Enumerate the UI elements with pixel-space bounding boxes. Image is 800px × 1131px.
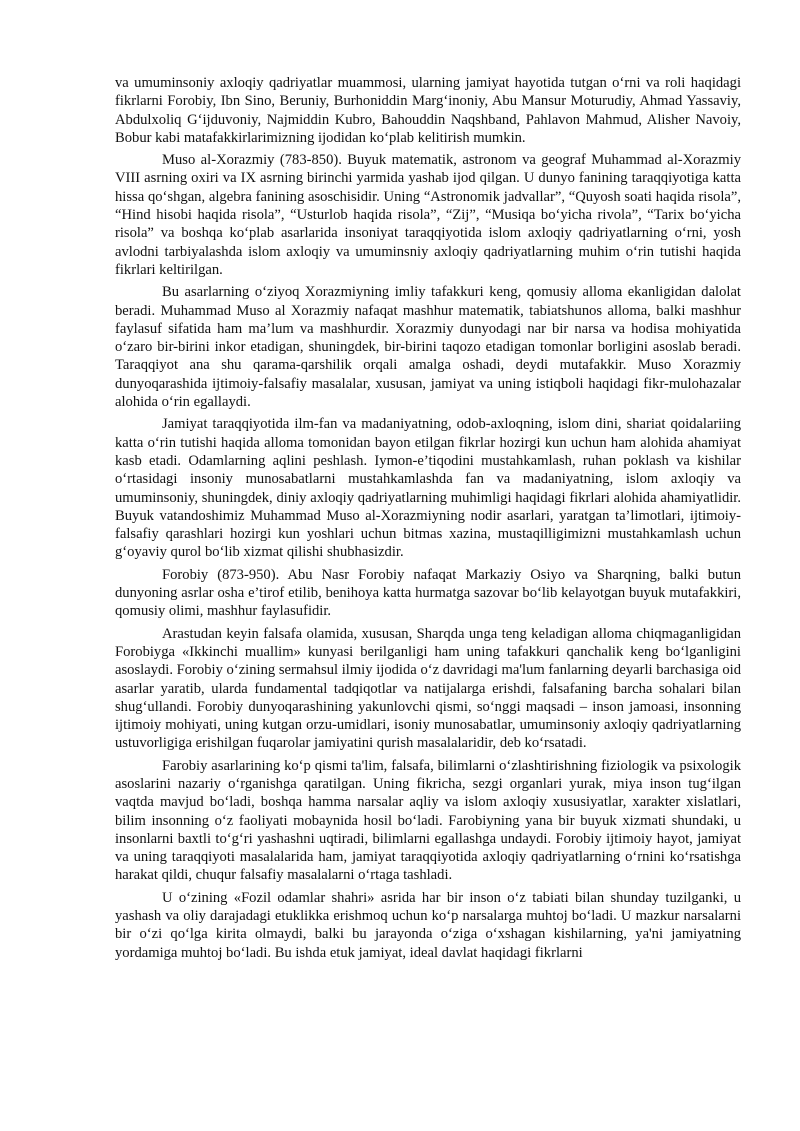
paragraph-7: Farobiy asarlarining ko‘p qismi ta'lim, falsafa, bilimlarni o‘zlashtirishning fiziologik va psixologik asoslarini nazariy o‘rganishga qaratilgan. Uning fikricha, sezgi organlari yurak, miya inson tug‘ilgan vaqtda mavjud bo‘ladi, boshqa hamma narsalar aqliy va islom axloqiy xususiyatlar, xarakter xislatlari, bilim insonning o‘z faoliyati mobaynida hosil bo‘ladi. Farobiyning yana bir buyuk xizmati shundaki, u insonlarni baxtli to‘g‘ri yashashni uqtiradi, bilimlarni egallashga undaydi. Forobiy ijtimoiy hayot, jamiyat va uning taraqqiyoti masalalarida ham, jamiyat taraqqiyotida axloqiy qadriyatlarning o‘rnini ko‘rsatishga harakat qildi, chuqur falsafiy masalalarni o‘rtaga tashladi.: [115, 757, 741, 884]
paragraph-6: Arastudan keyin falsafa olamida, xususan, Sharqda unga teng keladigan alloma chiqmaganligidan Forobiyga «Ikkinchi muallim» kunyasi berilganligi ham uning tafakkuri qanchalik keng bo‘lganligini asoslaydi. Forobiy o‘zining sermahsul ilmiy ijodida o‘z davridagi ma'lum fanlarning deyarli barchasiga oid asarlar yaratib, ularda fundamental tadqiqotlar va natijalarga erishdi, falsafaning barcha sohalari bilan shug‘ullandi. Forobiy dunyoqarashining yakunlovchi qismi, so‘nggi maqsadi – inson jamoasi, insonning ijtimoiy mohiyati, uning kutgan orzu-umidlari, isoniy munosabatlar, umuminsoniy axloqiy qadriyatlarning ustuvorligiga erishilgan fuqarolar jamiyatini qurish masalalaridir, deb ko‘rsatadi.: [115, 625, 741, 752]
paragraph-3: Bu asarlarning o‘ziyoq Xorazmiyning imliy tafakkuri keng, qomusiy alloma ekanligidan dalolat beradi. Muhammad Muso al Xorazmiy nafaqat mashhur matematik, tabiatshunos alloma, balki mashhur faylasuf sifatida ham ma’lum va mashhurdir. Xorazmiy dunyodagi nar bir narsa va hodisa mohiyatida o‘zaro bir-birini inkor etadigan, shuningdek, bir-birini taqozo etadigan tomonlar borligini asoslab beradi. Taraqqiyot ana shu qarama-qarshilik orqali amalga oshadi, deydi mutafakkir. Muso Xorazmiy dunyoqarashida ijtimoiy-falsafiy masalalar, xususan, jamiyat va uning istiqboli haqidagi fikr-mulohazalar alohida o‘rin egallaydi.: [115, 284, 741, 411]
paragraph-5: Forobiy (873-950). Abu Nasr Forobiy nafaqat Markaziy Osiyo va Sharqning, balki butun dunyoning asrlar osha e’tirof etilib, benihoya katta hurmatga sazovar bo‘lib kelayotgan buyuk mutafakkiri, qomusiy olimi, mashhur faylasufidir.: [115, 566, 741, 620]
paragraph-8: U o‘zining «Fozil odamlar shahri» asrida har bir inson o‘z tabiati bilan shunday tuzilganki, u yashash va oliy darajadagi etuklikka erishmoq uchun ko‘p narsalarga muhtoj bo‘ladi. U mazkur narsalarni bir o‘zi qo‘lga kirita olmaydi, balki bu jarayonda o‘ziga o‘xshagan kishilarning, ya'ni jamiyatning yordamiga muhtoj bo‘ladi. Bu ishda etuk jamiyat, ideal davlat haqidagi fikrlarni: [115, 889, 741, 961]
paragraph-4: Jamiyat taraqqiyotida ilm-fan va madaniyatning, odob-axloqning, islom dini, shariat qoidalariing katta o‘rin tutishi haqida alloma tomonidan bayon etilgan fikrlar hozirgi kun uchun ham alohida ahamiyat kasb etadi. Odamlarning aqlini peshlash. Iymon-e’tiqodini mustahkamlash, ruhan poklash va kishilar o‘rtasidagi insoniy munosabatlarni mustahkamlashda fan va madaniyatning, islom axloqiy va umuminsoniy, shuningdek, diniy axloqiy qadriyatlarning muhimligi haqidagi fikrlari alohida ahamiyatlidir. Buyuk vatandoshimiz Muhammad Muso al-Xorazmiyning nodir asarlari, yaratgan ta’limotlari, ijtimoiy-falsafiy qarashlari hozirgi kun yoshlari uchun bitmas xazina, mustaqilligimizni mustahkamlash uchun g‘oyaviy qurol bo‘lib xizmat qilishi shubhasizdir.: [115, 416, 741, 561]
paragraph-2: Muso al-Xorazmiy (783-850). Buyuk matematik, astronom va geograf Muhammad al-Xorazmiy VIII asrning oxiri va IX asrning birinchi yarmida yashab ijod qilgan. U dunyo fanining taraqqiyotiga katta hissa qo‘shgan, algebra fanining asoschisidir. Uning “Astronomik jadvallar”, “Quyosh soati haqida risola”, “Hind hisobi haqida risola”, “Usturlob haqida risola”, “Zij”, “Musiqa bo‘yicha rivola”, “Tarix bo‘yicha risola” va boshqa ko‘plab asarlarida insoniyat taraqqiyotida islom axloqiy qadriyatlarning o‘rni, yosh avlodni tarbiyalashda islom axloqiy va umuminsniy axloqiy qadriyatlarning muhim o‘rin tutishi haqida fikrlari keltirilgan.: [115, 152, 741, 278]
paragraph-1: va umuminsoniy axloqiy qadriyatlar muammosi, ularning jamiyat hayotida tutgan o‘rni va roli haqidagi fikrlarni Forobiy, Ibn Sino, Beruniy, Burhoniddin Marg‘inoniy, Abu Mansur Moturudiy, Ahmad Yassaviy, Abdulxoliq G‘ijduvoniy, Najmiddin Kubro, Bahouddin Naqshband, Pahlavon Mahmud, Alisher Navoiy, Bobur kabi matafakkirlarimizning ijodidan ko‘plab kelitirish mumkin.: [115, 75, 741, 146]
document-page: [115, 74, 741, 966]
